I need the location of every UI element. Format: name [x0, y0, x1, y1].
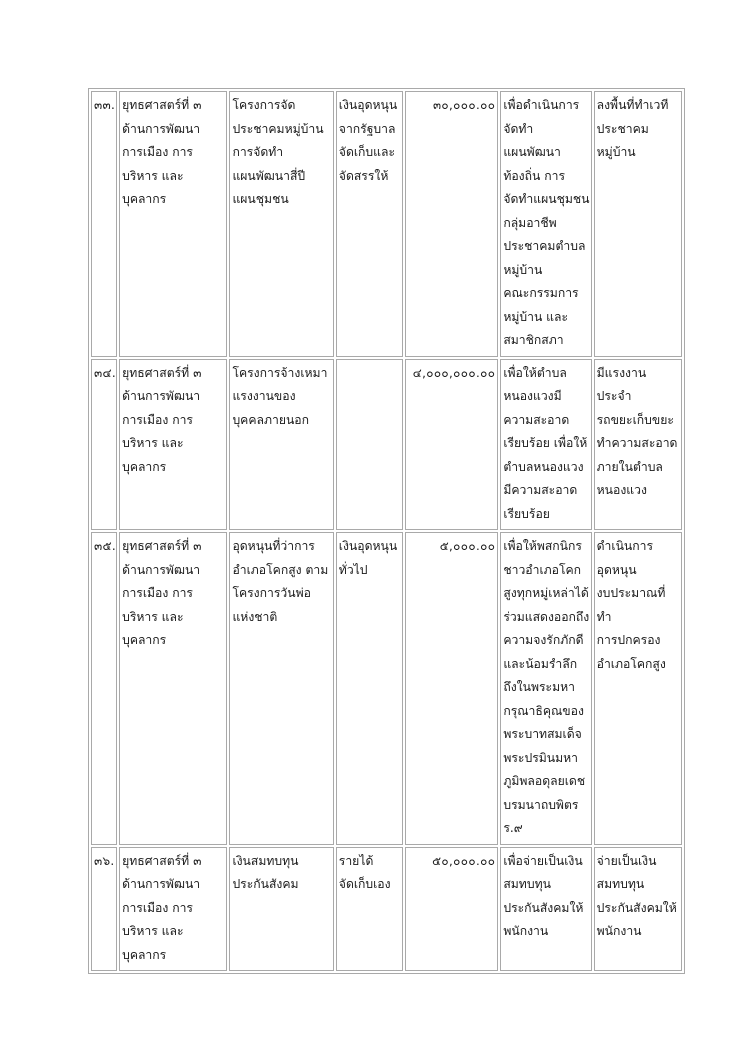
budget-source-cell: รายได้ จัดเก็บเอง	[336, 847, 403, 972]
output-cell: มีแรงงานประจำ รถขยะเก็บขยะ ทำความสะอาด ภายในตำบล หนองแวง	[594, 359, 682, 531]
row-number: ๓๖.	[91, 847, 117, 972]
project-cell: โครงการจัด ประชาคมหมู่บ้าน การจัดทำ แผนพัฒนาสี่ปี แผนชุมชน	[229, 91, 333, 357]
amount-cell: ๕๐,๐๐๐.๐๐	[405, 847, 498, 972]
table-row	[91, 532, 682, 845]
output-cell: ดำเนินการ อุดหนุน งบประมาณที่ทำ การปกครอง อำเภอโคกสูง	[594, 532, 682, 845]
table-row	[91, 847, 682, 972]
budget-source-cell: เงินอุดหนุน ทั่วไป	[336, 532, 403, 845]
strategy-cell: ยุทธศาสตร์ที่ ๓ ด้านการพัฒนา การเมือง การ บริหาร และ บุคลากร	[119, 359, 227, 531]
amount-cell: ๔,๐๐๐,๐๐๐.๐๐	[405, 359, 498, 531]
strategy-cell: ยุทธศาสตร์ที่ ๓ ด้านการพัฒนา การเมือง การ บริหาร และ บุคลากร	[119, 91, 227, 357]
purpose-cell: เพื่อจ่ายเป็นเงิน สมทบทุน ประกันสังคมให้ พนักงาน	[500, 847, 591, 972]
strategy-cell: ยุทธศาสตร์ที่ ๓ ด้านการพัฒนา การเมือง การ บริหาร และ บุคลากร	[119, 847, 227, 972]
table-row	[91, 359, 682, 531]
project-cell: เงินสมทบทุน ประกันสังคม	[229, 847, 333, 972]
row-number: ๓๔.	[91, 359, 117, 531]
table-row	[91, 91, 682, 357]
purpose-cell: เพื่อดำเนินการ จัดทำ แผนพัฒนา ท้องถิ่น การ จัดทำแผนชุมชน กลุ่มอาชีพ ประชาคมตำบล หมู่บ้าน คณะกรรมการ หมู่บ้าน และ สมาชิกสภา	[500, 91, 591, 357]
output-cell: จ่ายเป็นเงิน สมทบทุน ประกันสังคมให้ พนักงาน	[594, 847, 682, 972]
output-cell: ลงพื้นที่ทำเวที ประชาคม หมู่บ้าน	[594, 91, 682, 357]
row-number: ๓๕.	[91, 532, 117, 845]
purpose-cell: เพื่อให้ตำบล หนองแวงมี ความสะอาด เรียบร้อย เพื่อให้ ตำบลหนองแวง มีความสะอาด เรียบร้อย	[500, 359, 591, 531]
budget-table	[88, 88, 685, 974]
budget-source-cell: เงินอุดหนุน จากรัฐบาล จัดเก็บและ จัดสรรให้	[336, 91, 403, 357]
purpose-cell: เพื่อให้พสกนิกร ชาวอำเภอโคก สูงทุกหมู่เหล่าได้ ร่วมแสดงออกถึง ความจงรักภักดี และน้อมรำลึก ถึงในพระมหา กรุณาธิคุณของ พระบาทสมเด็จ พระปรมินมหา ภูมิพลอดุลยเดช บรมนาถบพิตร ร.๙	[500, 532, 591, 845]
project-cell: โครงการจ้างเหมา แรงงานของ บุคคลภายนอก	[229, 359, 333, 531]
amount-cell: ๕,๐๐๐.๐๐	[405, 532, 498, 845]
strategy-cell: ยุทธศาสตร์ที่ ๓ ด้านการพัฒนา การเมือง การ บริหาร และ บุคลากร	[119, 532, 227, 845]
amount-cell: ๓๐,๐๐๐.๐๐	[405, 91, 498, 357]
project-cell: อุดหนุนที่ว่าการ อำเภอโคกสูง ตาม โครงการวันพ่อ แห่งชาติ	[229, 532, 333, 845]
budget-source-cell	[336, 359, 403, 531]
row-number: ๓๓.	[91, 91, 117, 357]
